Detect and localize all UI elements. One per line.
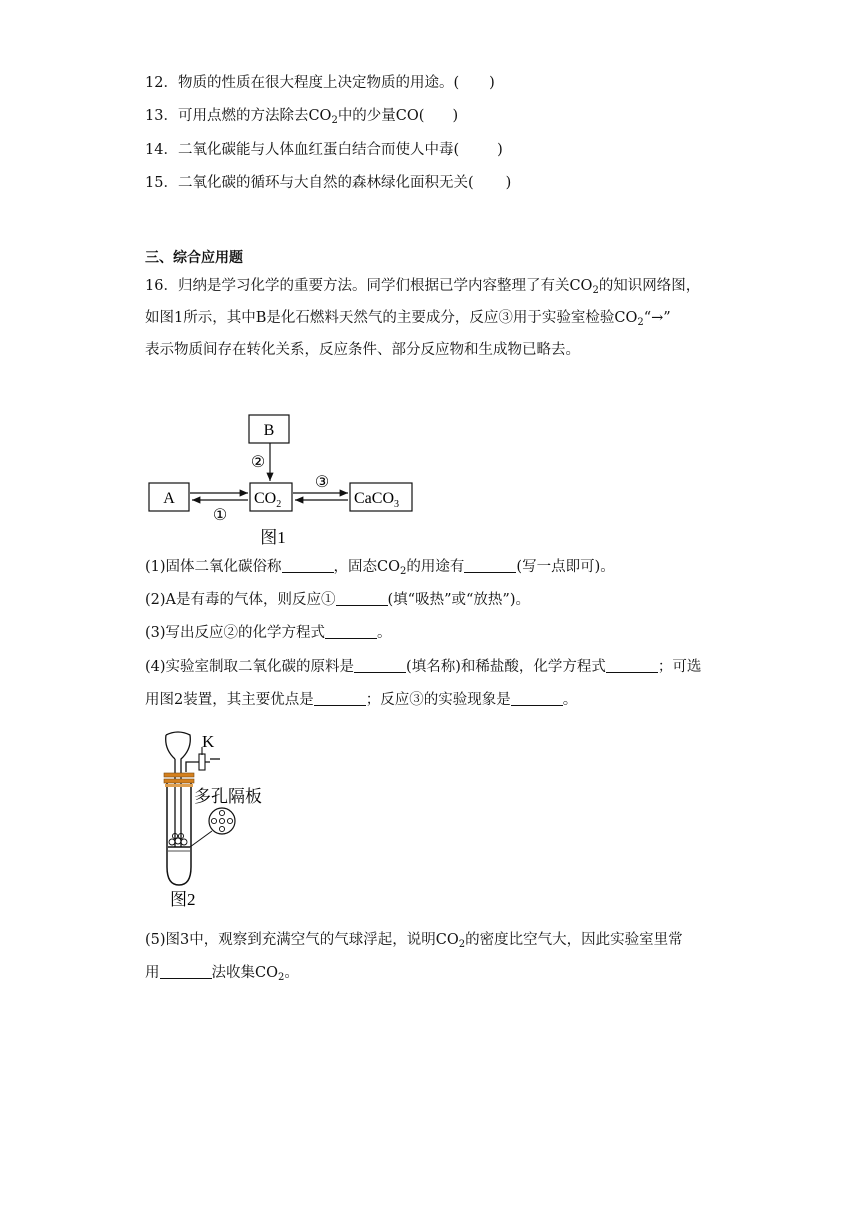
subscript: 2 bbox=[400, 566, 407, 577]
text: 法收集CO bbox=[211, 965, 278, 981]
q16-intro-line2 bbox=[145, 308, 671, 328]
long-neck-funnel bbox=[166, 732, 191, 847]
answer-blank[interactable] bbox=[282, 558, 334, 573]
box-a-label: A bbox=[163, 490, 175, 507]
text: 用 bbox=[145, 965, 160, 981]
text: ，固态CO bbox=[333, 559, 401, 575]
item-number: 14． bbox=[145, 142, 178, 158]
text: (填名称)和稀盐酸，化学方程式 bbox=[406, 659, 606, 675]
answer-blank[interactable] bbox=[354, 658, 406, 673]
text: 的用途有 bbox=[406, 559, 465, 575]
answer-blank[interactable] bbox=[325, 624, 377, 639]
test-tube bbox=[167, 779, 191, 885]
item-text: 二氧化碳能与人体血红蛋白结合而使人中毒( bbox=[177, 142, 460, 158]
answer-blank[interactable] bbox=[606, 658, 658, 673]
answer-blank[interactable] bbox=[464, 558, 516, 573]
box-co2-label: $CO_2$ bbox=[254, 490, 282, 510]
box-caco3-label: CaCO$_3$ bbox=[354, 490, 399, 510]
solid-particle bbox=[181, 839, 187, 845]
text: 用图2装置，其主要优点是 bbox=[145, 692, 314, 708]
q16-intro-line1 bbox=[145, 276, 700, 296]
label-reaction-3: ③ bbox=[314, 474, 330, 491]
item-paren-close: ) bbox=[505, 175, 512, 191]
side-tube bbox=[186, 762, 210, 772]
item-text: 中的少量CO( bbox=[337, 108, 425, 124]
text: 。 bbox=[562, 692, 578, 708]
subscript: 2 bbox=[277, 972, 285, 983]
q16-part-5-line2 bbox=[145, 963, 299, 983]
solid-particle bbox=[169, 839, 175, 845]
figure-2-caption: 图2 bbox=[170, 890, 196, 909]
figure-1-diagram bbox=[140, 405, 430, 550]
text: 的密度比空气大，因此实验室里常 bbox=[465, 932, 683, 948]
text: ；可选 bbox=[657, 659, 702, 675]
leader-line bbox=[190, 831, 212, 847]
subscript: 2 bbox=[458, 939, 466, 950]
figure-1-caption: 图1 bbox=[260, 528, 286, 547]
label-reaction-2: ② bbox=[250, 454, 266, 471]
judgment-item-12 bbox=[145, 73, 495, 93]
stopper bbox=[164, 773, 194, 777]
item-text: 二氧化碳的循环与大自然的森林绿化面积无关( bbox=[177, 175, 474, 191]
label-k: K bbox=[202, 732, 215, 751]
plate-detail bbox=[209, 808, 235, 834]
q16-part-4-line1 bbox=[145, 657, 701, 677]
q16-part-1 bbox=[145, 557, 615, 577]
answer-blank[interactable] bbox=[160, 964, 212, 979]
item-text: 可用点燃的方法除去CO bbox=[177, 108, 332, 124]
text: (1)固体二氧化碳俗称 bbox=[145, 559, 282, 575]
text: “→” bbox=[643, 310, 671, 326]
answer-blank[interactable] bbox=[336, 591, 388, 606]
text: 的知识网络图， bbox=[598, 278, 701, 294]
section-title: 三、综合应用题 bbox=[145, 250, 243, 266]
box-b-label: B bbox=[263, 422, 275, 439]
answer-blank[interactable] bbox=[511, 691, 563, 706]
text: 。 bbox=[284, 965, 299, 981]
judgment-item-13 bbox=[145, 106, 458, 126]
text: (3)写出反应②的化学方程式 bbox=[145, 625, 326, 641]
subscript: 2 bbox=[592, 285, 599, 296]
label-reaction-1: ① bbox=[212, 507, 228, 524]
stopper-ring bbox=[164, 779, 194, 783]
judgment-item-15 bbox=[145, 173, 511, 193]
item-paren-close: ) bbox=[497, 142, 503, 158]
q16-part-4-line2 bbox=[145, 690, 577, 710]
text: (5)图3中，观察到充满空气的气球浮起，说明CO bbox=[145, 932, 459, 948]
answer-blank[interactable] bbox=[314, 691, 366, 706]
text: 如图1所示，其中B是化石燃料天然气的主要成分，反应③用于实验室检验CO bbox=[145, 310, 638, 326]
text: 16．归纳是学习化学的重要方法。同学们根据已学内容整理了有关CO bbox=[145, 278, 593, 294]
q16-part-2 bbox=[145, 590, 530, 610]
label-porous-plate: 多孔隔板 bbox=[194, 787, 262, 806]
text: (填“吸热”或“放热”)。 bbox=[387, 592, 530, 608]
valve-k[interactable] bbox=[199, 754, 205, 770]
subscript: 2 bbox=[637, 317, 644, 328]
item-text: 物质的性质在很大程度上决定物质的用途。( bbox=[177, 75, 460, 91]
subscript: 2 bbox=[331, 115, 338, 126]
q16-part-5-line1 bbox=[145, 930, 683, 950]
q16-intro-line3: 表示物质间存在转化关系，反应条件、部分反应物和生成物已略去。 bbox=[145, 342, 580, 358]
text: 。 bbox=[377, 625, 392, 641]
text: (写一点即可)。 bbox=[516, 559, 615, 575]
q16-part-3 bbox=[145, 623, 392, 643]
text: (4)实验室制取二氧化碳的原料是 bbox=[145, 659, 355, 675]
item-paren-close: ) bbox=[452, 108, 459, 124]
figure-2-apparatus bbox=[150, 727, 290, 912]
item-paren-close: ) bbox=[489, 75, 495, 91]
judgment-item-14 bbox=[145, 140, 503, 160]
item-number: 12． bbox=[145, 75, 178, 91]
text: ；反应③的实验现象是 bbox=[365, 692, 511, 708]
item-number: 13． bbox=[145, 108, 178, 124]
stopper-ring bbox=[165, 784, 193, 787]
item-number: 15． bbox=[145, 175, 178, 191]
text: (2)A是有毒的气体，则反应① bbox=[145, 592, 336, 608]
